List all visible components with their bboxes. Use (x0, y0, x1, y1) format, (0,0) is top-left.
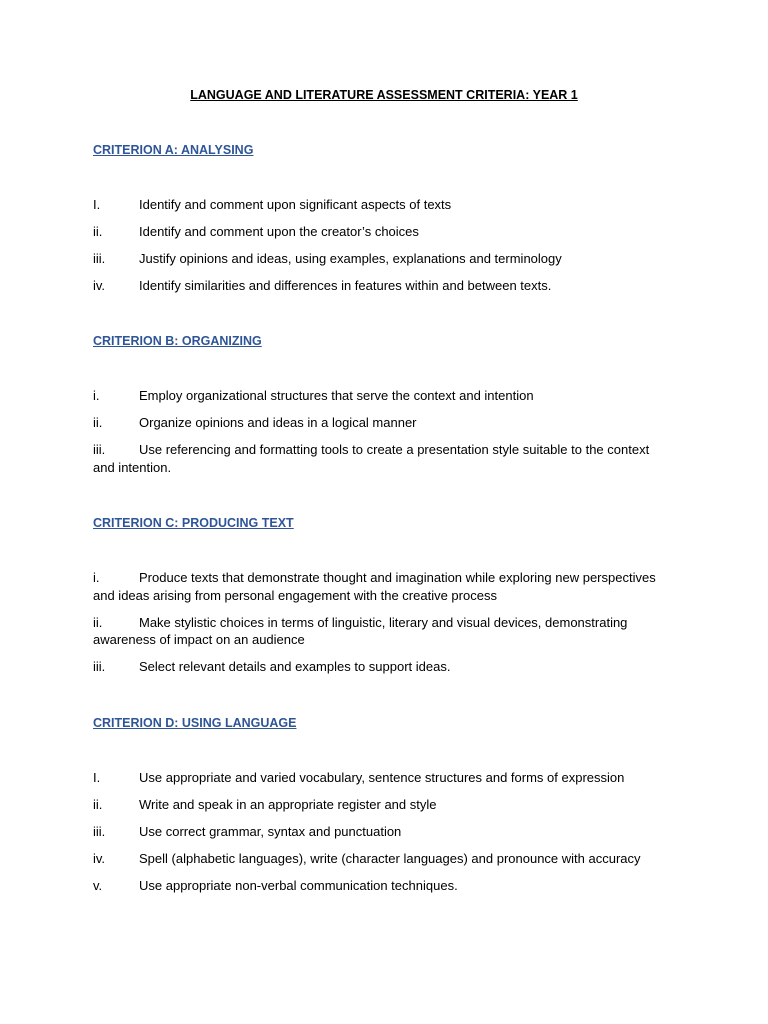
list-item (93, 250, 673, 268)
item-text: Employ organizational structures that serve the context and intention (139, 388, 534, 403)
item-number: v. (93, 878, 103, 893)
list-item (93, 387, 673, 405)
item-text: Identify and comment upon the creator’s choices (139, 224, 419, 239)
item-text: Write and speak in an appropriate register and style (139, 797, 437, 812)
item-text: Use appropriate non-verbal communication techniques. (139, 878, 458, 893)
criterion-b-section (93, 332, 673, 486)
criterion-d-list (93, 769, 673, 895)
list-item (93, 277, 673, 295)
item-number: i. (93, 570, 100, 585)
item-text: Justify opinions and ideas, using examples, explanations and terminology (139, 251, 562, 266)
item-number: iii. (93, 659, 106, 674)
item-text: Use correct grammar, syntax and punctuation (139, 824, 402, 839)
criterion-c-heading: CRITERION C: PRODUCING TEXT (93, 516, 294, 530)
criterion-b-list (93, 387, 673, 476)
item-number: i. (93, 388, 100, 403)
item-number: iii. (93, 824, 106, 839)
item-text: Make stylistic choices in terms of linguistic, literary and visual devices, demonstrating awareness of impact on an audience (93, 614, 628, 647)
item-number: iv. (93, 851, 106, 866)
criterion-c-section (93, 514, 673, 685)
item-text: Organize opinions and ideas in a logical manner (139, 415, 417, 430)
item-text: Produce texts that demonstrate thought and imagination while exploring new perspectives and ideas arising from personal engagement with the creative process (93, 570, 656, 603)
document-title: LANGUAGE AND LITERATURE ASSESSMENT CRITERIA: YEAR 1 (190, 88, 578, 102)
item-text: Spell (alphabetic languages), write (character languages) and pronounce with accuracy (139, 851, 641, 866)
item-number: iii. (93, 251, 106, 266)
criterion-a-heading: CRITERION A: ANALYSING (93, 143, 254, 157)
criterion-d-heading: CRITERION D: USING LANGUAGE (93, 716, 297, 730)
list-item (93, 877, 673, 895)
item-number: ii. (93, 224, 103, 239)
item-text: Use referencing and formatting tools to create a presentation style suitable to the context and intention. (93, 442, 650, 475)
item-number: iii. (93, 442, 106, 457)
list-item (93, 796, 673, 814)
item-number: ii. (93, 797, 103, 812)
criterion-a-section (93, 141, 673, 304)
criterion-b-heading: CRITERION B: ORGANIZING (93, 334, 262, 348)
item-number: I. (93, 197, 101, 212)
list-item (93, 569, 673, 604)
list-item (93, 196, 673, 214)
item-text: Select relevant details and examples to support ideas. (139, 659, 451, 674)
criterion-d-section (93, 714, 673, 904)
list-item (93, 850, 673, 868)
item-number: I. (93, 770, 101, 785)
item-number: ii. (93, 614, 103, 630)
item-text: Identify and comment upon significant aspects of texts (139, 197, 452, 212)
item-number: ii. (93, 415, 103, 430)
list-item (93, 823, 673, 841)
list-item (93, 614, 673, 649)
list-item (93, 223, 673, 241)
criterion-a-list (93, 196, 673, 295)
item-text: Identify similarities and differences in features within and between texts. (139, 278, 552, 293)
list-item (93, 658, 673, 676)
list-item (93, 441, 673, 476)
list-item (93, 769, 673, 787)
item-number: iv. (93, 278, 106, 293)
item-text: Use appropriate and varied vocabulary, sentence structures and forms of expression (139, 770, 625, 785)
list-item (93, 414, 673, 432)
criterion-c-list (93, 569, 673, 676)
